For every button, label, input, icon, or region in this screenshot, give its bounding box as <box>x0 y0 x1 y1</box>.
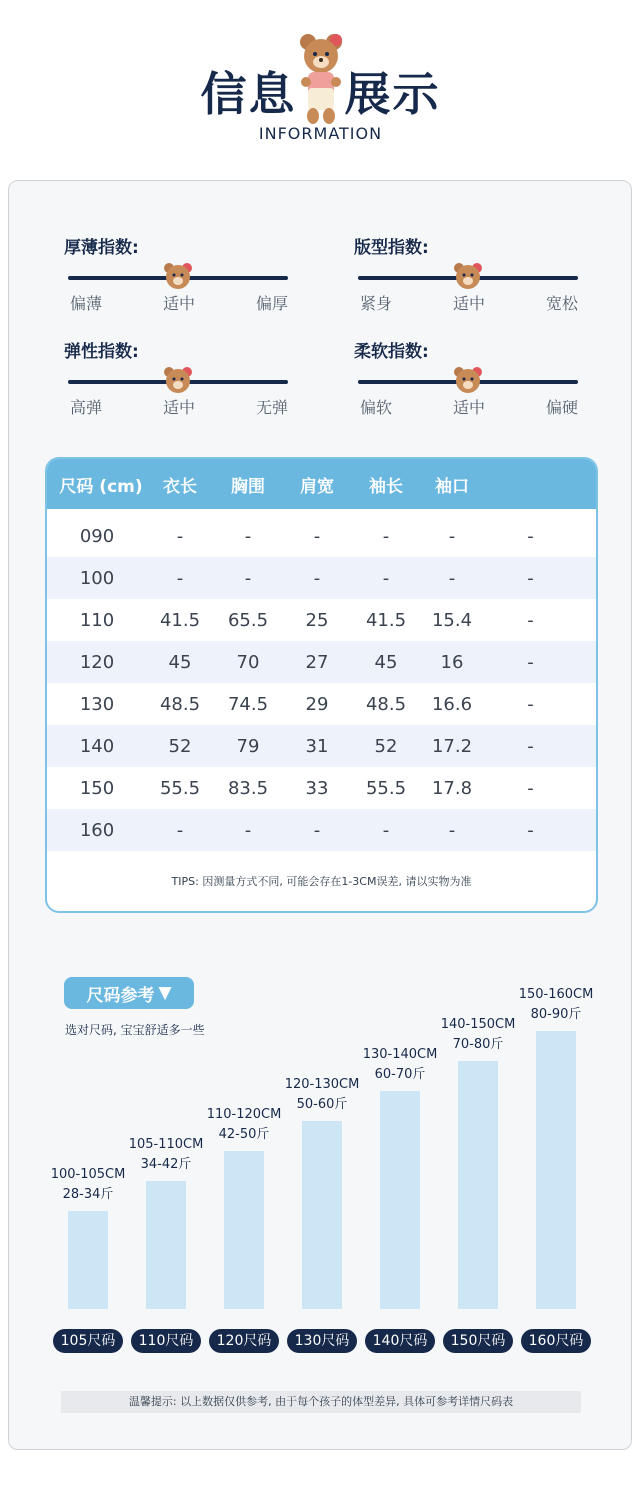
index-label-mid: 适中 <box>162 398 195 417</box>
chart-bar <box>146 1181 186 1309</box>
table-cell: 55.5 <box>159 777 201 799</box>
table-cell: 25 <box>305 609 329 631</box>
bear-mascot-icon <box>296 30 346 130</box>
chart-bar <box>536 1031 576 1309</box>
table-cell: 45 <box>374 651 398 673</box>
index-title: 柔软指数: <box>354 342 429 362</box>
table-cell: - <box>382 819 390 841</box>
size-category-label: 160尺码 <box>521 1329 591 1353</box>
table-cell: 41.5 <box>365 609 407 631</box>
table-cell: - <box>527 525 534 547</box>
chart-bar <box>224 1151 264 1309</box>
chart-bar-annotation <box>433 1015 523 1055</box>
index-label-low: 紧身 <box>360 294 393 313</box>
header <box>0 0 641 170</box>
index-label-high: 宽松 <box>545 294 578 313</box>
table-cell: 48.5 <box>159 693 201 715</box>
table-cell: - <box>527 819 534 841</box>
chart-bar <box>302 1121 342 1309</box>
header-cell: 肩宽 <box>300 476 334 497</box>
table-cell: 45 <box>168 651 192 673</box>
table-cell: 41.5 <box>159 609 201 631</box>
table-cell: - <box>448 819 456 841</box>
height-range-label: 150-160CM <box>518 987 594 1002</box>
index-label-high: 无弹 <box>255 398 288 417</box>
size-reference-label: 尺码参考 <box>86 985 155 1006</box>
page-subtitle: INFORMATION <box>258 124 383 143</box>
table-cell: 15.4 <box>431 609 473 631</box>
table-cell: - <box>176 525 184 547</box>
table-tips: TIPS: 因测量方式不同, 可能会存在1-3CM误差, 请以实物为准 <box>171 875 472 888</box>
weight-range-label: 80-90斤 <box>530 1007 582 1022</box>
header-cell: 胸围 <box>231 476 265 497</box>
table-cell: 74.5 <box>227 693 269 715</box>
table-cell: 33 <box>305 777 329 799</box>
index-label-low: 偏薄 <box>70 294 103 313</box>
index-label-high: 偏硬 <box>545 398 578 417</box>
info-card <box>8 180 632 1450</box>
index-label-mid: 适中 <box>452 294 485 313</box>
weight-range-label: 42-50斤 <box>218 1127 270 1142</box>
table-cell: - <box>527 609 534 631</box>
table-cell: - <box>527 693 534 715</box>
caret-down-icon: ▼ <box>158 983 172 1003</box>
weight-range-label: 28-34斤 <box>62 1187 114 1202</box>
table-cell: - <box>244 567 252 589</box>
table-cell: - <box>313 567 321 589</box>
index-label-mid: 适中 <box>452 398 485 417</box>
size-category-label: 105尺码 <box>53 1329 123 1353</box>
table-cell: - <box>176 819 184 841</box>
table-cell: 150 <box>79 777 115 799</box>
chart-bar-annotation <box>511 985 601 1025</box>
table-cell: 16.6 <box>431 693 473 715</box>
index-title: 厚薄指数: <box>64 238 139 258</box>
weight-range-label: 60-70斤 <box>374 1067 426 1082</box>
table-cell: 16 <box>440 651 464 673</box>
chart-bar-annotation <box>43 1165 133 1205</box>
header-cell: 尺码 (cm) <box>59 476 143 497</box>
table-cell: 31 <box>305 735 329 757</box>
table-cell: 55.5 <box>365 777 407 799</box>
header-cell: 袖口 <box>435 476 469 497</box>
table-cell: - <box>527 735 534 757</box>
weight-range-label: 34-42斤 <box>140 1157 192 1172</box>
height-range-label: 130-140CM <box>362 1047 438 1062</box>
table-cell: 83.5 <box>227 777 269 799</box>
chart-bar <box>380 1091 420 1309</box>
table-cell: 090 <box>79 525 115 547</box>
table-cell: 130 <box>79 693 115 715</box>
table-cell: 65.5 <box>227 609 269 631</box>
table-cell: - <box>313 819 321 841</box>
table-cell: 17.8 <box>431 777 473 799</box>
table-cell: - <box>382 567 390 589</box>
table-cell: 70 <box>236 651 260 673</box>
table-cell: 140 <box>79 735 115 757</box>
chart-bar <box>68 1211 108 1309</box>
index-title: 弹性指数: <box>64 342 139 362</box>
table-cell: 27 <box>305 651 329 673</box>
table-cell: - <box>244 525 252 547</box>
chart-bar-annotation <box>355 1045 445 1085</box>
table-cell: 79 <box>236 735 260 757</box>
size-category-label: 150尺码 <box>443 1329 513 1353</box>
index-title: 版型指数: <box>354 238 429 258</box>
height-range-label: 100-105CM <box>50 1167 126 1182</box>
chart-bar-annotation <box>277 1075 367 1115</box>
table-cell: 110 <box>79 609 115 631</box>
table-cell: 17.2 <box>431 735 473 757</box>
table-cell: - <box>527 567 534 589</box>
header-cell: 衣长 <box>163 476 197 497</box>
table-cell: - <box>448 525 456 547</box>
index-label-high: 偏厚 <box>255 294 288 313</box>
table-cell: 48.5 <box>365 693 407 715</box>
chart-bar <box>458 1061 498 1309</box>
table-cell: - <box>176 567 184 589</box>
table-cell: 160 <box>79 819 115 841</box>
table-cell: - <box>448 567 456 589</box>
weight-range-label: 70-80斤 <box>452 1037 504 1052</box>
size-category-label: 110尺码 <box>131 1329 201 1353</box>
table-cell: 52 <box>168 735 192 757</box>
table-cell: - <box>244 819 252 841</box>
index-label-mid: 适中 <box>162 294 195 313</box>
size-reference-chart <box>9 181 633 1451</box>
header-cell: 袖长 <box>369 476 403 497</box>
height-range-label: 120-130CM <box>284 1077 360 1092</box>
height-range-label: 140-150CM <box>440 1017 516 1032</box>
table-cell: 52 <box>374 735 398 757</box>
table-cell: - <box>527 777 534 799</box>
table-cell: 100 <box>79 567 115 589</box>
weight-range-label: 50-60斤 <box>296 1097 348 1112</box>
index-label-low: 高弹 <box>70 398 103 417</box>
table-cell: - <box>527 651 534 673</box>
table-cell: 120 <box>79 651 115 673</box>
size-reference-subtitle: 选对尺码, 宝宝舒适多一些 <box>65 1023 205 1037</box>
chart-bar-annotation <box>121 1135 211 1175</box>
chart-bar-annotation <box>199 1105 289 1145</box>
table-cell: - <box>382 525 390 547</box>
title-left: 信息 <box>200 67 297 121</box>
table-cell: 29 <box>305 693 329 715</box>
size-category-label: 120尺码 <box>209 1329 279 1353</box>
title-right: 展示 <box>344 67 441 121</box>
footer-note: 温馨提示: 以上数据仅供参考, 由于每个孩子的体型差异, 具体可参考详情尺码表 <box>61 1391 581 1413</box>
index-label-low: 偏软 <box>360 398 393 417</box>
size-category-label: 140尺码 <box>365 1329 435 1353</box>
height-range-label: 105-110CM <box>128 1137 204 1152</box>
height-range-label: 110-120CM <box>206 1107 282 1122</box>
size-category-label: 130尺码 <box>287 1329 357 1353</box>
table-cell: - <box>313 525 321 547</box>
